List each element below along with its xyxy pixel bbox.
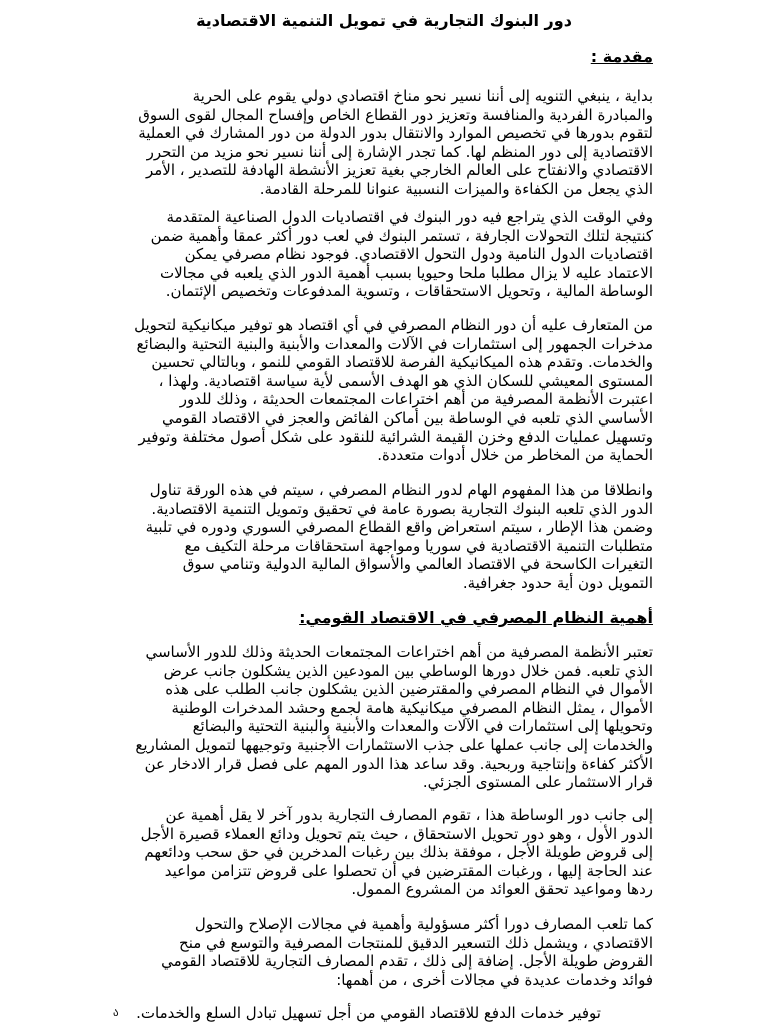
text-line: اقتصاديات الدول النامية ودول التحول الاقتصادي. فوجود نظام مصرفي يمكن bbox=[184, 245, 653, 264]
text-line: المستوى المعيشي للسكان الذي هو الهدف الأسمى لأية سياسة اقتصادية. ولهذا ، bbox=[158, 371, 653, 390]
document-title: دور البنوك التجارية في تمويل التنمية الاقتصادية bbox=[196, 11, 572, 30]
section-heading-importance: أهمية النظام المصرفي في الاقتصاد القومي: bbox=[299, 608, 653, 627]
bullet-text: توفير خدمات الدفع للاقتصاد القومي من أجل تسهيل تبادل السلع والخدمات. bbox=[136, 1004, 601, 1022]
text-line: بداية ، ينبغي التنويه إلى أننا نسير نحو مناخ اقتصادي دولي يقوم على الحرية bbox=[192, 87, 653, 105]
bullet-marker: ა bbox=[113, 1006, 119, 1019]
text-line: الأموال ، يمثل النظام المصرفي ميكانيكية هامة لجمع وحشد المدخرات الوطنية bbox=[171, 698, 653, 717]
bullet-list-item bbox=[113, 1003, 653, 1023]
text-line: كما تلعب المصارف دورا أكثر مسؤولية وأهمية في مجالات الإصلاح والتحول bbox=[194, 915, 653, 933]
text-line: لتقوم بدورها في تخصيص الموارد والانتقال بدور الدولة من دور المشارك في العملية bbox=[138, 124, 653, 143]
paragraph-intro-2 bbox=[103, 208, 653, 301]
text-line: الأكثر كفاءة وإنتاجية وربحية. وقد ساعد هذا الدور المهم على فصل قرار الادخار عن bbox=[144, 754, 653, 773]
text-line: التمويل دون أية حدود جغرافية. bbox=[462, 573, 653, 592]
text-line: الاعتماد عليه لا يزال مطلبا ملحا وحيويا بسبب أهمية الدور الذي يلعبه في مجالات bbox=[159, 263, 653, 282]
text-line: وضمن هذا الإطار ، سيتم استعراض واقع القطاع المصرفي السوري ودوره في تلبية bbox=[145, 518, 653, 537]
text-line: فوائد وخدمات عديدة في مجالات أخرى ، من أهمها: bbox=[336, 970, 653, 989]
text-line: ردها ومواعيد تحقق العوائد من المشروع الممول. bbox=[351, 880, 653, 899]
text-line: التغيرات الكاسحة في الاقتصاد العالمي والأسواق المالية الدولية وتنامي سوق bbox=[182, 555, 653, 574]
text-line: والمبادرة الفردية والمنافسة وتعزيز دور القطاع الخاص وإفساح المجال لقوى السوق bbox=[138, 105, 653, 124]
text-line: الدور الأول ، وهو دور تحويل الاستحقاق ، حيث يتم تحويل ودائع العملاء قصيرة الأجل bbox=[140, 824, 653, 843]
text-line: قرار الاستثمار على المستوى الجزئي. bbox=[422, 773, 653, 792]
text-line: الأساسي الذي تلعبه في الوساطة بين أماكن الفائض والعجز في الاقتصاد القومي bbox=[162, 408, 653, 427]
text-line: والخدمات. وتقدم هذه الميكانيكية الفرصة للاقتصاد القومي للنمو ، وبالتالي تحسين bbox=[151, 353, 653, 372]
text-line: الذي يجعل من الكفاءة والميزات النسبية عنوانا للمرحلة القادمة. bbox=[259, 179, 653, 198]
text-line: وتحويلها إلى استثمارات في الآلات والمعدات والأبنية والبنية التحتية والبضائع bbox=[192, 717, 653, 736]
text-line: الاقتصادية إلى دور المنظم لها. كما تجدر الإشارة إلى أننا نسير نحو مزيد من التحرر bbox=[146, 142, 653, 161]
text-line: من المتعارف عليه أن دور النظام المصرفي في أي اقتصاد هو توفير ميكانيكية لتحويل bbox=[134, 316, 653, 334]
text-line: الوساطة المالية ، وتحويل الاستحقاقات ، وتسوية المدفوعات وتخصيص الإئتمان. bbox=[165, 282, 653, 301]
text-line: والخدمات إلى جانب عملها على جذب الاستثمارات الأجنبية وتوجيهها لتمويل المشاريع bbox=[135, 735, 653, 754]
paragraph-intro-4 bbox=[103, 481, 653, 593]
text-line: متطلبات التنمية الاقتصادية في سوريا ومواجهة استحقاقات مرحلة التكيف مع bbox=[184, 536, 653, 555]
text-line: إلى قروض طويلة الأجل ، موفقة بذلك بين رغبات المدخرين في حق سحب ودائعهم bbox=[144, 843, 653, 862]
text-line: مدخرات الجمهور إلى استثمارات في الآلات والمعدات والأبنية والبنية التحتية والبضائع bbox=[136, 334, 653, 353]
text-line: اعتبرت الأنظمة المصرفية من أهم اختراعات المجتمعات الحديثة ، وذلك للدور bbox=[179, 390, 653, 409]
section-heading-introduction: مقدمة : bbox=[590, 47, 653, 66]
text-line: الدور الذي تلعبه البنوك التجارية بصورة عامة في تحقيق وتمويل التنمية الاقتصادية. bbox=[151, 499, 653, 518]
paragraph-importance-1 bbox=[103, 643, 653, 792]
text-line: الاقتصادي ، ويشمل ذلك التسعير الدقيق للمنتجات المصرفية والتوسع في منح bbox=[179, 933, 653, 952]
text-line: عند الحاجة إليها ، ورغبات المقترضين في أن تحصلوا على قروض تتزامن مواعيد bbox=[164, 861, 653, 880]
text-line: تعتبر الأنظمة المصرفية من أهم اختراعات المجتمعات الحديثة وذلك للدور الأساسي bbox=[145, 643, 653, 661]
text-line: إلى جانب دور الوساطة هذا ، تقوم المصارف التجارية بدور آخر لا يقل أهمية عن bbox=[165, 806, 653, 824]
text-line: وفي الوقت الذي يتراجع فيه دور البنوك في اقتصاديات الدول الصناعية المتقدمة bbox=[166, 208, 653, 226]
text-line: الحماية من المخاطر من خلال أدوات متعددة. bbox=[377, 446, 653, 465]
text-line: القروض طويلة الأجل. إضافة إلى ذلك ، تقدم المصارف التجارية للاقتصاد القومي bbox=[161, 952, 653, 971]
text-line: الأموال في النظام المصرفي والمقترضين الذين يشكلون جانب الطلب على هذه bbox=[165, 680, 653, 699]
text-line: وتسهيل عمليات الدفع وخزن القيمة الشرائية للنقود على شكل أصول مختلفة وتوفير bbox=[138, 427, 653, 446]
text-line: الاقتصادي والانفتاح على العالم الخارجي بغية تعزيز الأنشطة الهادفة للتصدير ، الأمر bbox=[145, 161, 653, 180]
paragraph-intro-3 bbox=[103, 316, 653, 465]
text-line: كنتيجة لتلك التحولات الجارفة ، تستمر البنوك في لعب دور أكثر عمقا وأهمية ضمن bbox=[150, 226, 653, 245]
text-line: الذي تلعبه. فمن خلال دورها الوساطي بين المودعين الذين يشكلون جانب عرض bbox=[163, 661, 653, 680]
paragraph-importance-3 bbox=[103, 915, 653, 989]
paragraph-intro-1 bbox=[103, 87, 653, 199]
paragraph-importance-2 bbox=[103, 806, 653, 899]
text-line: وانطلاقا من هذا المفهوم الهام لدور النظام المصرفي ، سيتم في هذه الورقة تناول bbox=[149, 481, 653, 499]
